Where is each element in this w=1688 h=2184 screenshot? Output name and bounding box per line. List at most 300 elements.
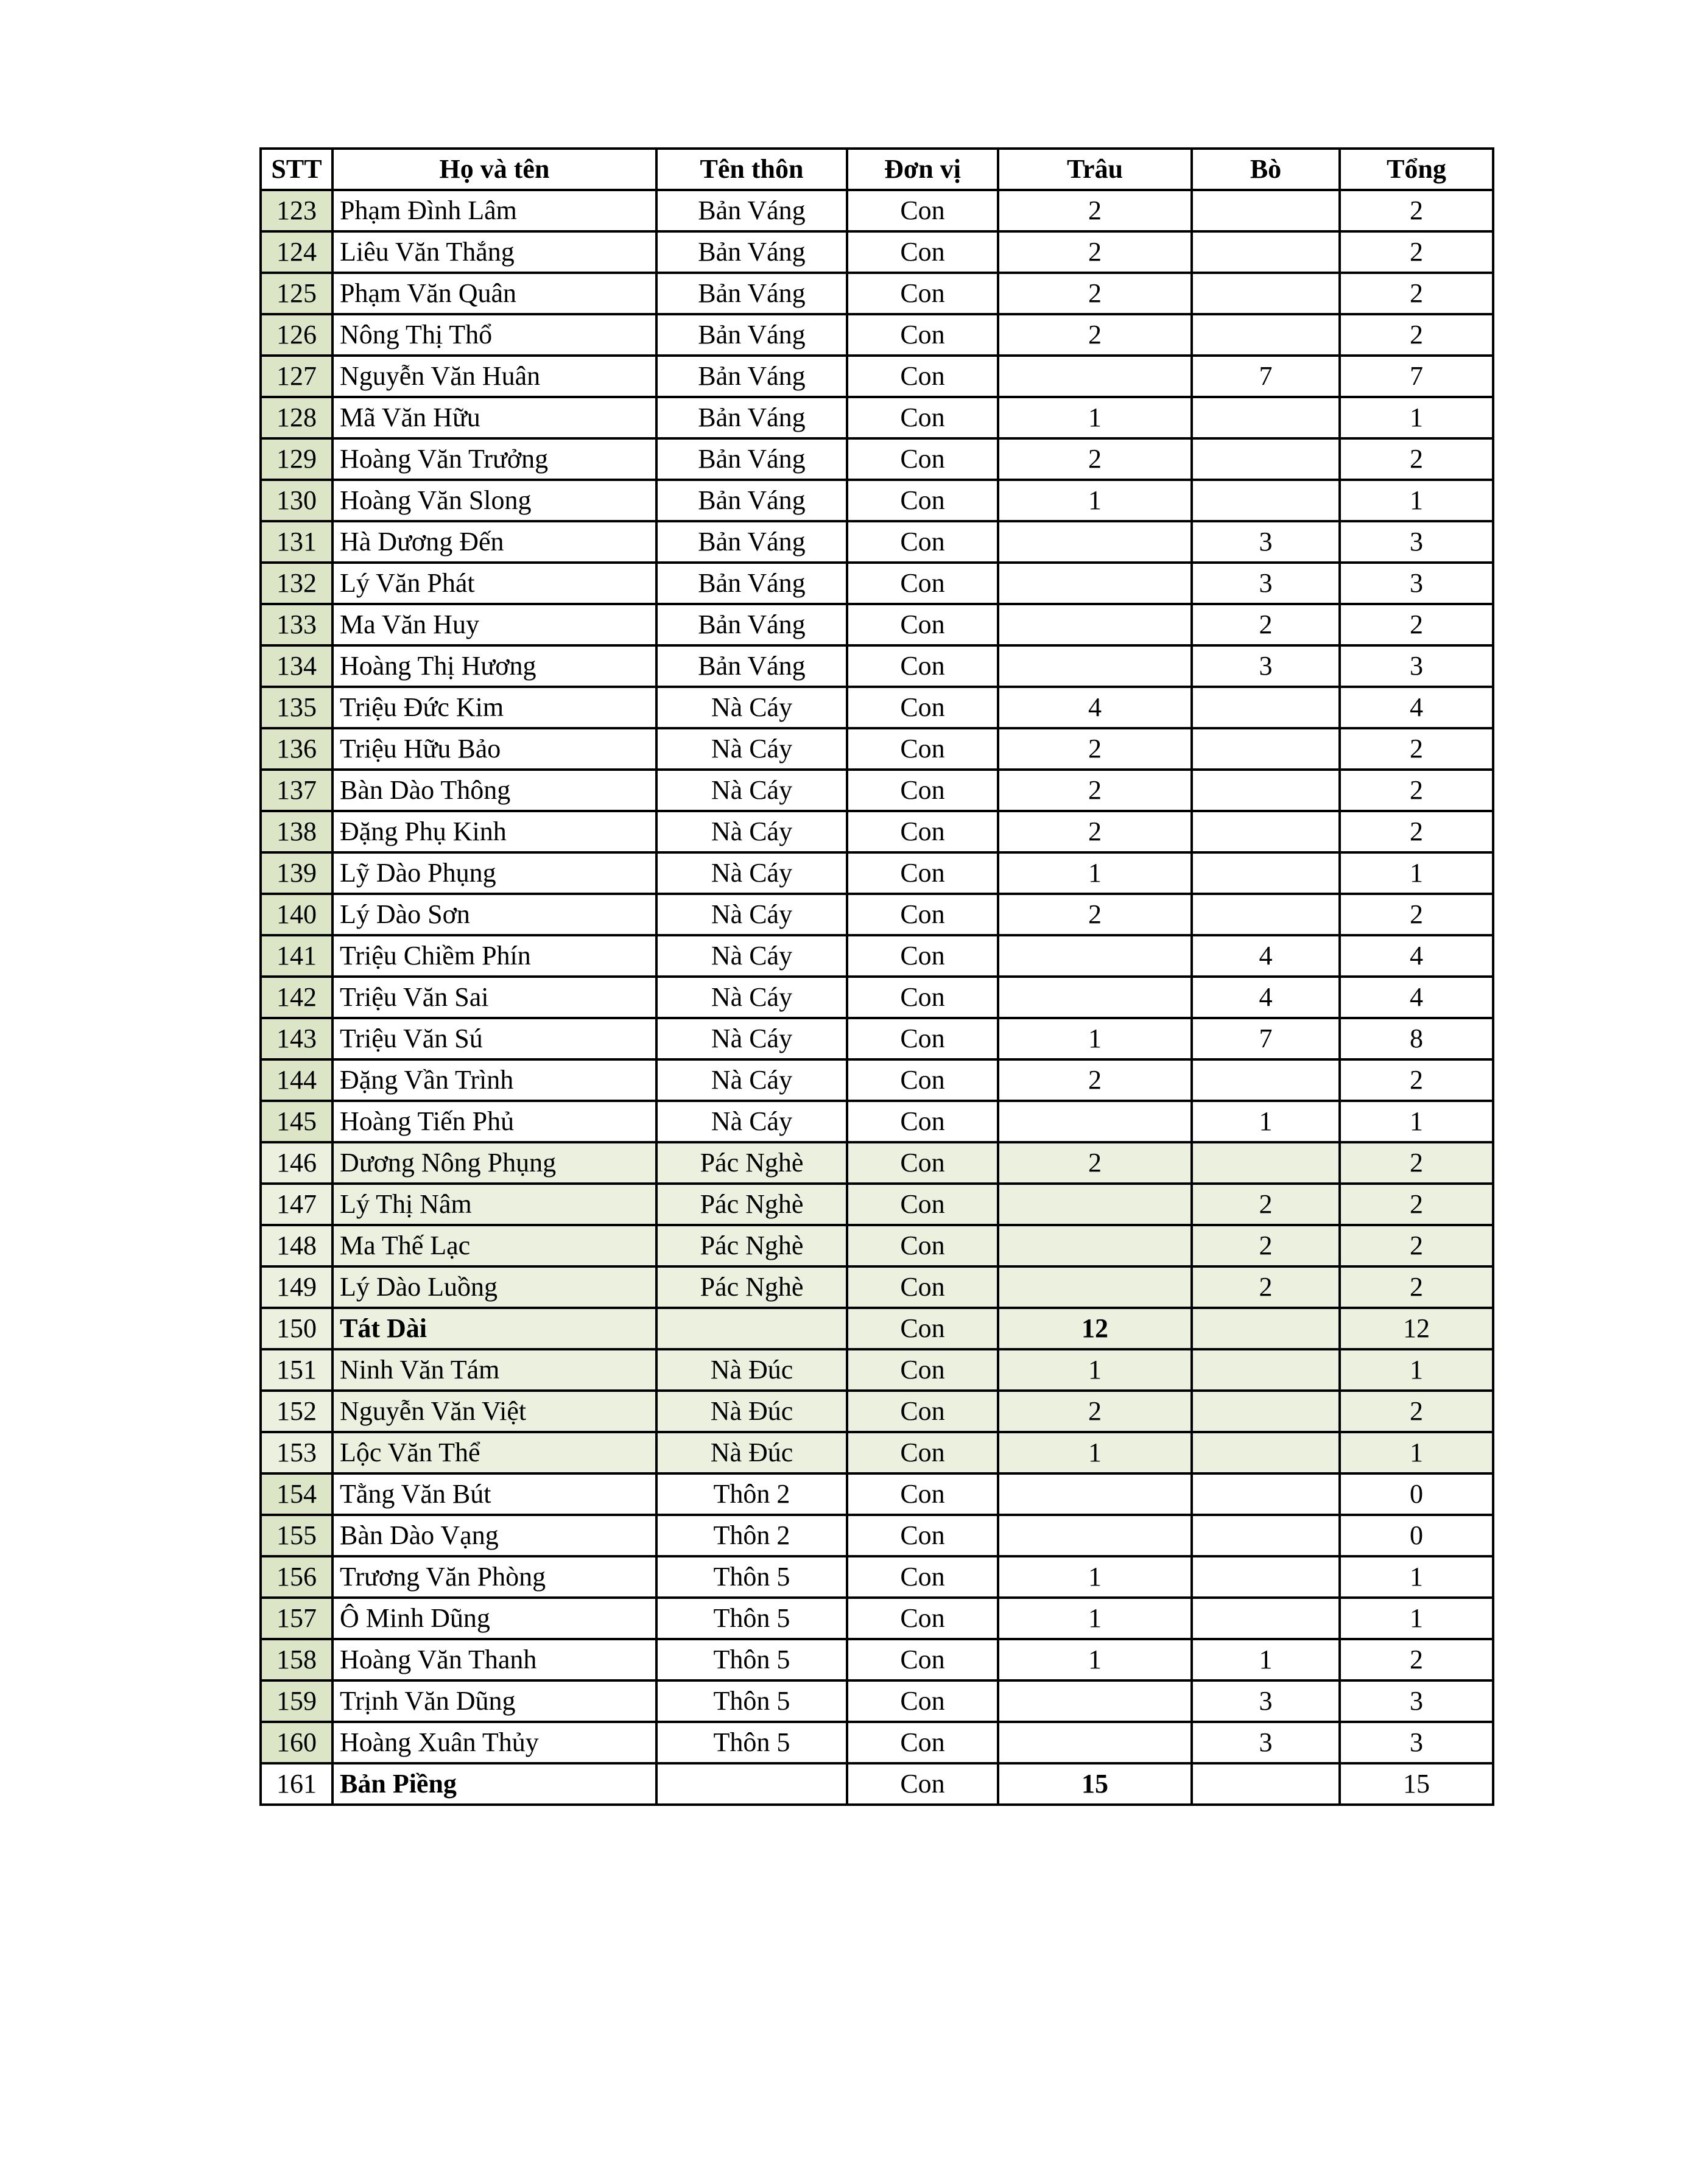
cell-total: 1: [1340, 1349, 1493, 1391]
header-row: [261, 149, 1493, 190]
cell-buffalo: [998, 1101, 1192, 1142]
cell-unit: Con: [847, 852, 998, 894]
cell-buffalo: [998, 521, 1192, 563]
cell-cattle: [1192, 1308, 1340, 1349]
cell-unit: Con: [847, 1391, 998, 1432]
cell-stt: 153: [261, 1432, 332, 1473]
cell-unit: Con: [847, 1680, 998, 1722]
cell-village: Bản Váng: [656, 521, 847, 563]
cell-buffalo: 1: [998, 1639, 1192, 1680]
cell-name: Trương Văn Phòng: [332, 1556, 656, 1598]
cell-total: 1: [1340, 1556, 1493, 1598]
cell-stt: 126: [261, 314, 332, 356]
cell-buffalo: [998, 1184, 1192, 1225]
cell-unit: Con: [847, 1763, 998, 1805]
cell-stt: 133: [261, 604, 332, 645]
cell-village: Nà Cáy: [656, 811, 847, 852]
cell-unit: Con: [847, 1142, 998, 1184]
cell-village: Nà Cáy: [656, 770, 847, 811]
cell-stt: 161: [261, 1763, 332, 1805]
cell-village: Thôn 2: [656, 1473, 847, 1515]
cell-buffalo: [998, 356, 1192, 397]
cell-total: 2: [1340, 190, 1493, 231]
cell-village: Thôn 5: [656, 1598, 847, 1639]
cell-buffalo: 2: [998, 273, 1192, 314]
table-row: [261, 1515, 1493, 1556]
table-row: [261, 687, 1493, 728]
cell-stt: 150: [261, 1308, 332, 1349]
cell-name: Bàn Dào Thông: [332, 770, 656, 811]
cell-stt: 134: [261, 645, 332, 687]
cell-village: Bản Váng: [656, 314, 847, 356]
cell-total: 2: [1340, 1639, 1493, 1680]
table-row: [261, 1266, 1493, 1308]
cell-buffalo: 4: [998, 687, 1192, 728]
cell-total: 1: [1340, 1598, 1493, 1639]
cell-name: Hoàng Văn Thanh: [332, 1639, 656, 1680]
cell-stt: 140: [261, 894, 332, 935]
cell-name: Liêu Văn Thắng: [332, 231, 656, 273]
cell-buffalo: 2: [998, 231, 1192, 273]
cell-stt: 151: [261, 1349, 332, 1391]
cell-name: Lộc Văn Thể: [332, 1432, 656, 1473]
cell-cattle: [1192, 728, 1340, 770]
table-row: [261, 1598, 1493, 1639]
cell-total: 2: [1340, 438, 1493, 480]
cell-unit: Con: [847, 1556, 998, 1598]
cell-unit: Con: [847, 604, 998, 645]
cell-buffalo: 1: [998, 852, 1192, 894]
cell-name: Dương Nông Phụng: [332, 1142, 656, 1184]
table-row: [261, 770, 1493, 811]
table-row: [261, 1184, 1493, 1225]
cell-village: Nà Đúc: [656, 1391, 847, 1432]
cell-buffalo: 2: [998, 770, 1192, 811]
cell-buffalo: 2: [998, 1059, 1192, 1101]
cell-total: 2: [1340, 314, 1493, 356]
cell-buffalo: 2: [998, 438, 1192, 480]
cell-cattle: 4: [1192, 935, 1340, 977]
cell-cattle: [1192, 1059, 1340, 1101]
table-row: [261, 1473, 1493, 1515]
table-row: [261, 1225, 1493, 1266]
cell-name: Nông Thị Thổ: [332, 314, 656, 356]
cell-name: Triệu Hữu Bảo: [332, 728, 656, 770]
cell-buffalo: [998, 604, 1192, 645]
cell-village: Bản Váng: [656, 438, 847, 480]
cell-stt: 155: [261, 1515, 332, 1556]
cell-cattle: 3: [1192, 1680, 1340, 1722]
cell-total: 2: [1340, 811, 1493, 852]
cell-village: Thôn 5: [656, 1722, 847, 1763]
cell-stt: 156: [261, 1556, 332, 1598]
cell-village: Bản Váng: [656, 356, 847, 397]
table-row: [261, 894, 1493, 935]
table-row: [261, 1391, 1493, 1432]
cell-stt: 131: [261, 521, 332, 563]
cell-unit: Con: [847, 563, 998, 604]
cell-village: Bản Váng: [656, 273, 847, 314]
cell-unit: Con: [847, 231, 998, 273]
cell-unit: Con: [847, 811, 998, 852]
cell-unit: Con: [847, 894, 998, 935]
cell-cattle: 3: [1192, 563, 1340, 604]
cell-total: 3: [1340, 1680, 1493, 1722]
cell-buffalo: [998, 1225, 1192, 1266]
cell-unit: Con: [847, 438, 998, 480]
cell-village: Bản Váng: [656, 190, 847, 231]
cell-unit: Con: [847, 1722, 998, 1763]
cell-buffalo: 1: [998, 1556, 1192, 1598]
cell-stt: 123: [261, 190, 332, 231]
table-row: [261, 1059, 1493, 1101]
cell-total: 2: [1340, 1225, 1493, 1266]
table-row: [261, 645, 1493, 687]
cell-name: Ô Minh Dũng: [332, 1598, 656, 1639]
cell-village: Bản Váng: [656, 604, 847, 645]
cell-name: Ma Văn Huy: [332, 604, 656, 645]
cell-village: Nà Đúc: [656, 1349, 847, 1391]
cell-cattle: 2: [1192, 1266, 1340, 1308]
cell-unit: Con: [847, 314, 998, 356]
cell-total: 2: [1340, 770, 1493, 811]
cell-village: Bản Váng: [656, 397, 847, 438]
table-row: [261, 1349, 1493, 1391]
cell-buffalo: 2: [998, 1391, 1192, 1432]
cell-stt: 137: [261, 770, 332, 811]
cell-village: Nà Cáy: [656, 728, 847, 770]
cell-total: 2: [1340, 1059, 1493, 1101]
cell-name: Triệu Đức Kim: [332, 687, 656, 728]
cell-stt: 159: [261, 1680, 332, 1722]
cell-cattle: [1192, 1556, 1340, 1598]
cell-unit: Con: [847, 645, 998, 687]
cell-stt: 154: [261, 1473, 332, 1515]
cell-buffalo: 1: [998, 397, 1192, 438]
cell-cattle: [1192, 852, 1340, 894]
cell-total: 2: [1340, 1266, 1493, 1308]
cell-cattle: [1192, 770, 1340, 811]
cell-buffalo: [998, 563, 1192, 604]
table-row: [261, 438, 1493, 480]
cell-stt: 144: [261, 1059, 332, 1101]
cell-unit: Con: [847, 1018, 998, 1059]
cell-total: 0: [1340, 1515, 1493, 1556]
header-stt: STT: [261, 149, 332, 190]
cell-stt: 138: [261, 811, 332, 852]
cell-village: Nà Cáy: [656, 1101, 847, 1142]
cell-village: Pác Nghè: [656, 1142, 847, 1184]
cell-village: Pác Nghè: [656, 1225, 847, 1266]
cell-stt: 157: [261, 1598, 332, 1639]
cell-unit: Con: [847, 687, 998, 728]
cell-stt: 146: [261, 1142, 332, 1184]
table-row: [261, 1432, 1493, 1473]
cell-total: 1: [1340, 480, 1493, 521]
cell-stt: 142: [261, 977, 332, 1018]
cell-total: 2: [1340, 231, 1493, 273]
cell-total: 1: [1340, 852, 1493, 894]
cell-unit: Con: [847, 1266, 998, 1308]
cell-village: Thôn 5: [656, 1639, 847, 1680]
cell-stt: 152: [261, 1391, 332, 1432]
cell-buffalo: 1: [998, 1018, 1192, 1059]
cell-buffalo: 12: [998, 1308, 1192, 1349]
cell-cattle: 1: [1192, 1101, 1340, 1142]
header-unit: Đơn vị: [847, 149, 998, 190]
cell-buffalo: 2: [998, 728, 1192, 770]
cell-name: Phạm Đình Lâm: [332, 190, 656, 231]
cell-village: [656, 1763, 847, 1805]
cell-unit: Con: [847, 977, 998, 1018]
table-row: [261, 977, 1493, 1018]
cell-buffalo: [998, 1473, 1192, 1515]
table-row: [261, 231, 1493, 273]
table-row: [261, 314, 1493, 356]
cell-stt: 128: [261, 397, 332, 438]
cell-name: Hoàng Văn Slong: [332, 480, 656, 521]
table-row: [261, 935, 1493, 977]
table-row: [261, 273, 1493, 314]
table-row: [261, 521, 1493, 563]
cell-name: Hoàng Thị Hương: [332, 645, 656, 687]
cell-name: Đặng Vần Trình: [332, 1059, 656, 1101]
table-row: [261, 1556, 1493, 1598]
cell-village: Nà Cáy: [656, 977, 847, 1018]
table-row: [261, 1722, 1493, 1763]
cell-unit: Con: [847, 1225, 998, 1266]
cell-total: 3: [1340, 645, 1493, 687]
cell-name: Mã Văn Hữu: [332, 397, 656, 438]
cell-name: Lý Thị Nâm: [332, 1184, 656, 1225]
cell-cattle: [1192, 438, 1340, 480]
cell-cattle: [1192, 1473, 1340, 1515]
cell-unit: Con: [847, 1639, 998, 1680]
cell-cattle: 4: [1192, 977, 1340, 1018]
cell-cattle: [1192, 1349, 1340, 1391]
cell-unit: Con: [847, 1349, 998, 1391]
cell-total: 2: [1340, 1184, 1493, 1225]
cell-stt: 130: [261, 480, 332, 521]
cell-name: Bàn Dào Vạng: [332, 1515, 656, 1556]
cell-cattle: [1192, 687, 1340, 728]
cell-unit: Con: [847, 1184, 998, 1225]
cell-buffalo: 15: [998, 1763, 1192, 1805]
cell-total: 2: [1340, 728, 1493, 770]
cell-village: Bản Váng: [656, 480, 847, 521]
cell-cattle: 1: [1192, 1639, 1340, 1680]
cell-name: Trịnh Văn Dũng: [332, 1680, 656, 1722]
cell-cattle: [1192, 1598, 1340, 1639]
cell-cattle: [1192, 273, 1340, 314]
cell-village: Nà Đúc: [656, 1432, 847, 1473]
table-row: [261, 1680, 1493, 1722]
cell-cattle: [1192, 1142, 1340, 1184]
cell-village: Thôn 5: [656, 1680, 847, 1722]
cell-cattle: [1192, 397, 1340, 438]
cell-name: Ninh Văn Tám: [332, 1349, 656, 1391]
table-row: [261, 1018, 1493, 1059]
table-row: [261, 1142, 1493, 1184]
cell-unit: Con: [847, 1432, 998, 1473]
cell-unit: Con: [847, 190, 998, 231]
cell-buffalo: [998, 1680, 1192, 1722]
cell-unit: Con: [847, 1598, 998, 1639]
cell-name: Triệu Chiềm Phín: [332, 935, 656, 977]
cell-village: Nà Cáy: [656, 1059, 847, 1101]
cell-unit: Con: [847, 480, 998, 521]
cell-total: 4: [1340, 935, 1493, 977]
table-row: [261, 480, 1493, 521]
cell-stt: 129: [261, 438, 332, 480]
cell-stt: 139: [261, 852, 332, 894]
cell-cattle: 7: [1192, 1018, 1340, 1059]
cell-cattle: 2: [1192, 604, 1340, 645]
cell-buffalo: [998, 1266, 1192, 1308]
table-body: [261, 190, 1493, 1805]
cell-total: 2: [1340, 1142, 1493, 1184]
cell-cattle: [1192, 231, 1340, 273]
cell-cattle: 7: [1192, 356, 1340, 397]
header-buffalo: Trâu: [998, 149, 1192, 190]
cell-cattle: 3: [1192, 521, 1340, 563]
cell-stt: 147: [261, 1184, 332, 1225]
table-row: [261, 356, 1493, 397]
cell-total: 3: [1340, 521, 1493, 563]
cell-stt: 160: [261, 1722, 332, 1763]
cell-name: Nguyễn Văn Việt: [332, 1391, 656, 1432]
cell-buffalo: [998, 1515, 1192, 1556]
cell-total: 2: [1340, 604, 1493, 645]
cell-unit: Con: [847, 397, 998, 438]
cell-name: Bản Piềng: [332, 1763, 656, 1805]
cell-buffalo: 1: [998, 1349, 1192, 1391]
cell-stt: 141: [261, 935, 332, 977]
table-row: [261, 1639, 1493, 1680]
cell-total: 4: [1340, 977, 1493, 1018]
cell-unit: Con: [847, 1059, 998, 1101]
cell-cattle: [1192, 894, 1340, 935]
cell-total: 2: [1340, 894, 1493, 935]
cell-cattle: 3: [1192, 1722, 1340, 1763]
cell-unit: Con: [847, 1308, 998, 1349]
table-row: [261, 604, 1493, 645]
table-row: [261, 1101, 1493, 1142]
cell-total: 12: [1340, 1308, 1493, 1349]
cell-unit: Con: [847, 521, 998, 563]
cell-stt: 136: [261, 728, 332, 770]
cell-name: Ma Thế Lạc: [332, 1225, 656, 1266]
table-row: [261, 1763, 1493, 1805]
cell-stt: 143: [261, 1018, 332, 1059]
cell-stt: 149: [261, 1266, 332, 1308]
cell-village: Nà Cáy: [656, 935, 847, 977]
cell-total: 3: [1340, 563, 1493, 604]
cell-village: Pác Nghè: [656, 1266, 847, 1308]
cell-village: Nà Cáy: [656, 1018, 847, 1059]
cell-unit: Con: [847, 1473, 998, 1515]
cell-unit: Con: [847, 1101, 998, 1142]
cell-name: Hoàng Tiến Phủ: [332, 1101, 656, 1142]
cell-village: [656, 1308, 847, 1349]
cell-total: 2: [1340, 273, 1493, 314]
cell-unit: Con: [847, 770, 998, 811]
cell-cattle: [1192, 314, 1340, 356]
cell-village: Nà Cáy: [656, 852, 847, 894]
cell-cattle: [1192, 1763, 1340, 1805]
cell-total: 4: [1340, 687, 1493, 728]
header-cattle: Bò: [1192, 149, 1340, 190]
cell-cattle: [1192, 1515, 1340, 1556]
cell-buffalo: 1: [998, 480, 1192, 521]
cell-cattle: 3: [1192, 645, 1340, 687]
cell-unit: Con: [847, 1515, 998, 1556]
cell-name: Nguyễn Văn Huân: [332, 356, 656, 397]
cell-village: Pác Nghè: [656, 1184, 847, 1225]
table-row: [261, 728, 1493, 770]
cell-cattle: [1192, 1391, 1340, 1432]
cell-buffalo: 1: [998, 1598, 1192, 1639]
cell-buffalo: 2: [998, 314, 1192, 356]
cell-buffalo: [998, 645, 1192, 687]
cell-name: Lý Dào Luồng: [332, 1266, 656, 1308]
cell-buffalo: 1: [998, 1432, 1192, 1473]
cell-cattle: [1192, 190, 1340, 231]
cell-name: Hoàng Xuân Thủy: [332, 1722, 656, 1763]
cell-name: Lỹ Dào Phụng: [332, 852, 656, 894]
cell-stt: 148: [261, 1225, 332, 1266]
cell-total: 2: [1340, 1391, 1493, 1432]
cell-cattle: [1192, 1432, 1340, 1473]
cell-name: Hà Dương Đến: [332, 521, 656, 563]
cell-unit: Con: [847, 356, 998, 397]
cell-total: 1: [1340, 1101, 1493, 1142]
cell-buffalo: 2: [998, 811, 1192, 852]
cell-unit: Con: [847, 273, 998, 314]
livestock-table: [259, 147, 1494, 1806]
table-row: [261, 852, 1493, 894]
cell-village: Bản Váng: [656, 231, 847, 273]
cell-total: 0: [1340, 1473, 1493, 1515]
cell-name: Phạm Văn Quân: [332, 273, 656, 314]
cell-buffalo: [998, 1722, 1192, 1763]
cell-buffalo: [998, 935, 1192, 977]
cell-name: Lý Dào Sơn: [332, 894, 656, 935]
cell-stt: 135: [261, 687, 332, 728]
cell-total: 1: [1340, 397, 1493, 438]
cell-total: 3: [1340, 1722, 1493, 1763]
table-row: [261, 190, 1493, 231]
cell-cattle: [1192, 480, 1340, 521]
cell-total: 1: [1340, 1432, 1493, 1473]
cell-cattle: [1192, 811, 1340, 852]
cell-village: Thôn 2: [656, 1515, 847, 1556]
cell-name: Hoàng Văn Trưởng: [332, 438, 656, 480]
cell-stt: 145: [261, 1101, 332, 1142]
cell-stt: 125: [261, 273, 332, 314]
cell-stt: 132: [261, 563, 332, 604]
cell-village: Nà Cáy: [656, 894, 847, 935]
cell-buffalo: 2: [998, 1142, 1192, 1184]
cell-stt: 124: [261, 231, 332, 273]
cell-cattle: 2: [1192, 1184, 1340, 1225]
table-row: [261, 397, 1493, 438]
cell-name: Triệu Văn Sai: [332, 977, 656, 1018]
cell-name: Đặng Phụ Kinh: [332, 811, 656, 852]
cell-total: 15: [1340, 1763, 1493, 1805]
cell-stt: 158: [261, 1639, 332, 1680]
cell-buffalo: 2: [998, 894, 1192, 935]
